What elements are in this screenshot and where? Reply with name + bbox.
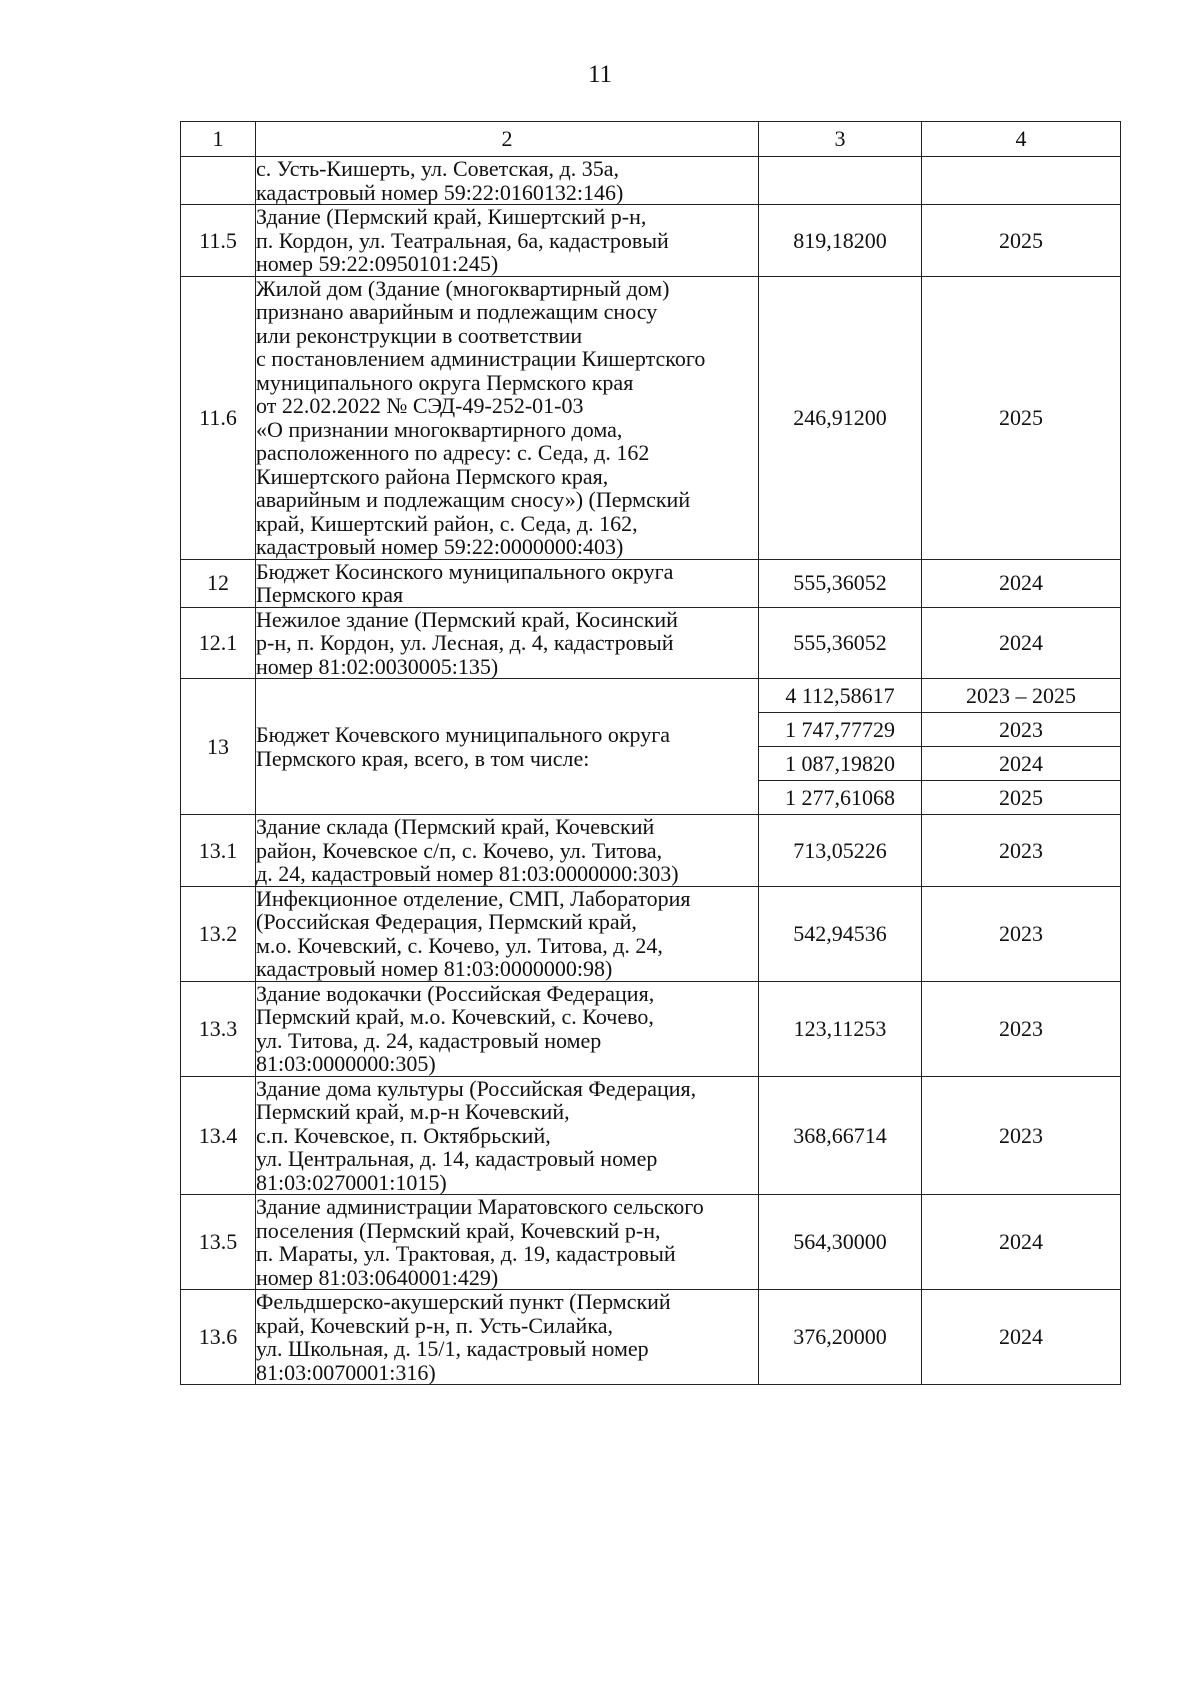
- description-cell: [256, 679, 759, 815]
- amount-cell: 4 112,58617: [759, 679, 922, 713]
- amount-cell: 376,20000: [759, 1290, 922, 1385]
- table-row: [181, 1290, 1121, 1385]
- description-line: расположенного по адресу: с. Седа, д. 162: [256, 440, 650, 465]
- amount-cell: 1 747,77729: [759, 713, 922, 747]
- description-line: с.п. Кочевское, п. Октябрьский,: [256, 1122, 551, 1148]
- description-cell: [256, 276, 759, 559]
- description-line: поселения (Пермский край, Кочевский р-н,: [256, 1217, 661, 1243]
- year-cell: 2024: [922, 607, 1121, 679]
- description-line: с постановлением администрации Кишертского: [256, 346, 706, 371]
- amount-cell: [759, 157, 922, 205]
- description-line: д. 24, кадастровый номер 81:03:0000000:303): [256, 861, 679, 886]
- amount-cell: 564,30000: [759, 1195, 922, 1290]
- row-number-cell: 13.6: [181, 1290, 256, 1385]
- description-line: Здание дома культуры (Российская Федерация,: [256, 1075, 697, 1101]
- row-number-cell: 13.5: [181, 1195, 256, 1290]
- description-line: номер 81:02:0030005:135): [256, 653, 499, 679]
- description-line: аварийным и подлежащим сносу») (Пермский: [256, 487, 691, 512]
- budget-table: [180, 121, 1121, 1385]
- description-line: Пермский край, м.р-н Кочевский,: [256, 1099, 570, 1124]
- amount-cell: 123,11253: [759, 981, 922, 1076]
- header-cell-1: 1: [181, 122, 256, 157]
- row-number-cell: 13.2: [181, 886, 256, 981]
- year-cell: 2024: [922, 1195, 1121, 1290]
- description-line: м.о. Кочевский, с. Кочево, ул. Титова, д. 24,: [256, 932, 663, 958]
- year-cell: 2023: [922, 815, 1121, 887]
- description-line: кадастровый номер 81:03:0000000:98): [256, 956, 613, 981]
- table-row: [181, 815, 1121, 887]
- description-cell: [256, 559, 759, 607]
- description-cell: [256, 205, 759, 277]
- table-row: [181, 1195, 1121, 1290]
- description-line: ул. Центральная, д. 14, кадастровый номер: [256, 1146, 658, 1171]
- row-number-cell: 13.4: [181, 1076, 256, 1195]
- description-cell: [256, 157, 759, 205]
- amount-cell: 713,05226: [759, 815, 922, 887]
- description-line: кадастровый номер 59:22:0160132:146): [256, 179, 624, 205]
- year-cell: [922, 157, 1121, 205]
- year-cell: 2023: [922, 981, 1121, 1076]
- year-cell: 2023 – 2025: [922, 679, 1121, 713]
- table-row: [181, 276, 1121, 559]
- amount-cell: 542,94536: [759, 886, 922, 981]
- table-row-group13: [181, 679, 1121, 713]
- description-line: Здание (Пермский край, Кишертский р-н,: [256, 204, 647, 229]
- year-cell: 2023: [922, 886, 1121, 981]
- description-line: Здание водокачки (Российская Федерация,: [256, 980, 655, 1006]
- description-line: Бюджет Кочевского муниципального округа: [256, 722, 671, 747]
- description-cell: [256, 815, 759, 887]
- row-number-cell: 13.3: [181, 981, 256, 1076]
- description-line: район, Кочевское с/п, с. Кочево, ул. Титова,: [256, 837, 663, 863]
- table-row: [181, 886, 1121, 981]
- description-line: п. Кордон, ул. Театральная, 6а, кадастровый: [256, 227, 669, 253]
- year-cell: 2025: [922, 205, 1121, 277]
- table-row: [181, 205, 1121, 277]
- description-line: признано аварийным и подлежащим сносу: [256, 299, 658, 324]
- year-cell: 2024: [922, 559, 1121, 607]
- description-line: ул. Титова, д. 24, кадастровый номер: [256, 1027, 602, 1053]
- description-line: 81:03:0000000:305): [256, 1051, 436, 1076]
- table-row: [181, 1076, 1121, 1195]
- row-number-cell: [181, 157, 256, 205]
- description-cell: [256, 886, 759, 981]
- description-cell: [256, 1076, 759, 1195]
- description-line: (Российская Федерация, Пермский край,: [256, 909, 637, 934]
- description-line: Пермский край, м.о. Кочевский, с. Кочево,: [256, 1004, 654, 1029]
- amount-cell: 555,36052: [759, 607, 922, 679]
- description-line: с. Усть-Кишерть, ул. Советская, д. 35а,: [256, 156, 619, 181]
- description-line: номер 59:22:0950101:245): [256, 251, 499, 276]
- header-cell-2: 2: [256, 122, 759, 157]
- row-number-cell: 12: [181, 559, 256, 607]
- description-line: Фельдшерско-акушерский пункт (Пермский: [256, 1289, 671, 1314]
- description-line: Нежилое здание (Пермский край, Косинский: [256, 606, 678, 632]
- year-cell: 2024: [922, 1290, 1121, 1385]
- description-cell: [256, 1290, 759, 1385]
- description-line: Инфекционное отделение, СМП, Лаборатория: [256, 885, 691, 911]
- page-number: 11: [587, 61, 613, 88]
- row-number-cell: 13: [181, 679, 256, 815]
- description-line: 81:03:0270001:1015): [256, 1169, 447, 1195]
- description-line: 81:03:0070001:316): [256, 1359, 436, 1385]
- year-cell: 2024: [922, 747, 1121, 781]
- description-line: п. Мараты, ул. Трактовая, д. 19, кадастровый: [256, 1241, 676, 1266]
- description-line: муниципального округа Пермского края: [256, 369, 634, 395]
- description-line: или реконструкции в соответствии: [256, 322, 583, 348]
- description-line: Здание склада (Пермский край, Кочевский: [256, 814, 655, 839]
- row-number-cell: 11.5: [181, 205, 256, 277]
- amount-cell: 819,18200: [759, 205, 922, 277]
- description-line: от 22.02.2022 № СЭД-49-252-01-03: [256, 393, 584, 418]
- year-cell: 2025: [922, 276, 1121, 559]
- table-row: [181, 607, 1121, 679]
- description-line: номер 81:03:0640001:429): [256, 1264, 499, 1290]
- year-cell: 2025: [922, 781, 1121, 815]
- header-row: [181, 122, 1121, 157]
- row-number-cell: 13.1: [181, 815, 256, 887]
- description-line: «О признании многоквартирного дома,: [256, 416, 623, 442]
- table-row: [181, 157, 1121, 205]
- amount-cell: 368,66714: [759, 1076, 922, 1195]
- description-cell: [256, 1195, 759, 1290]
- amount-cell: 246,91200: [759, 276, 922, 559]
- description-cell: [256, 607, 759, 679]
- amount-cell: 555,36052: [759, 559, 922, 607]
- description-line: Здание администрации Маратовского сельского: [256, 1194, 704, 1219]
- description-line: кадастровый номер 59:22:0000000:403): [256, 534, 624, 559]
- description-line: Бюджет Косинского муниципального округа: [256, 558, 674, 584]
- description-line: Кишертского района Пермского края,: [256, 463, 609, 489]
- table-row: [181, 559, 1121, 607]
- row-number-cell: 11.6: [181, 276, 256, 559]
- description-cell: [256, 981, 759, 1076]
- year-cell: 2023: [922, 1076, 1121, 1195]
- header-cell-3: 3: [759, 122, 922, 157]
- description-line: Пермского края, всего, в том числе:: [256, 745, 590, 771]
- description-line: край, Кочевский р-н, п. Усть-Силайка,: [256, 1312, 613, 1338]
- amount-cell: 1 087,19820: [759, 747, 922, 781]
- row-number-cell: 12.1: [181, 607, 256, 679]
- description-line: ул. Школьная, д. 15/1, кадастровый номер: [256, 1336, 649, 1361]
- description-line: р-н, п. Кордон, ул. Лесная, д. 4, кадастровый: [256, 630, 674, 655]
- year-cell: 2023: [922, 713, 1121, 747]
- description-line: Пермского края: [256, 582, 404, 607]
- amount-cell: 1 277,61068: [759, 781, 922, 815]
- table-row: [181, 981, 1121, 1076]
- description-line: край, Кишертский район, с. Седа, д. 162,: [256, 510, 638, 536]
- header-cell-4: 4: [922, 122, 1121, 157]
- description-line: Жилой дом (Здание (многоквартирный дом): [256, 275, 670, 301]
